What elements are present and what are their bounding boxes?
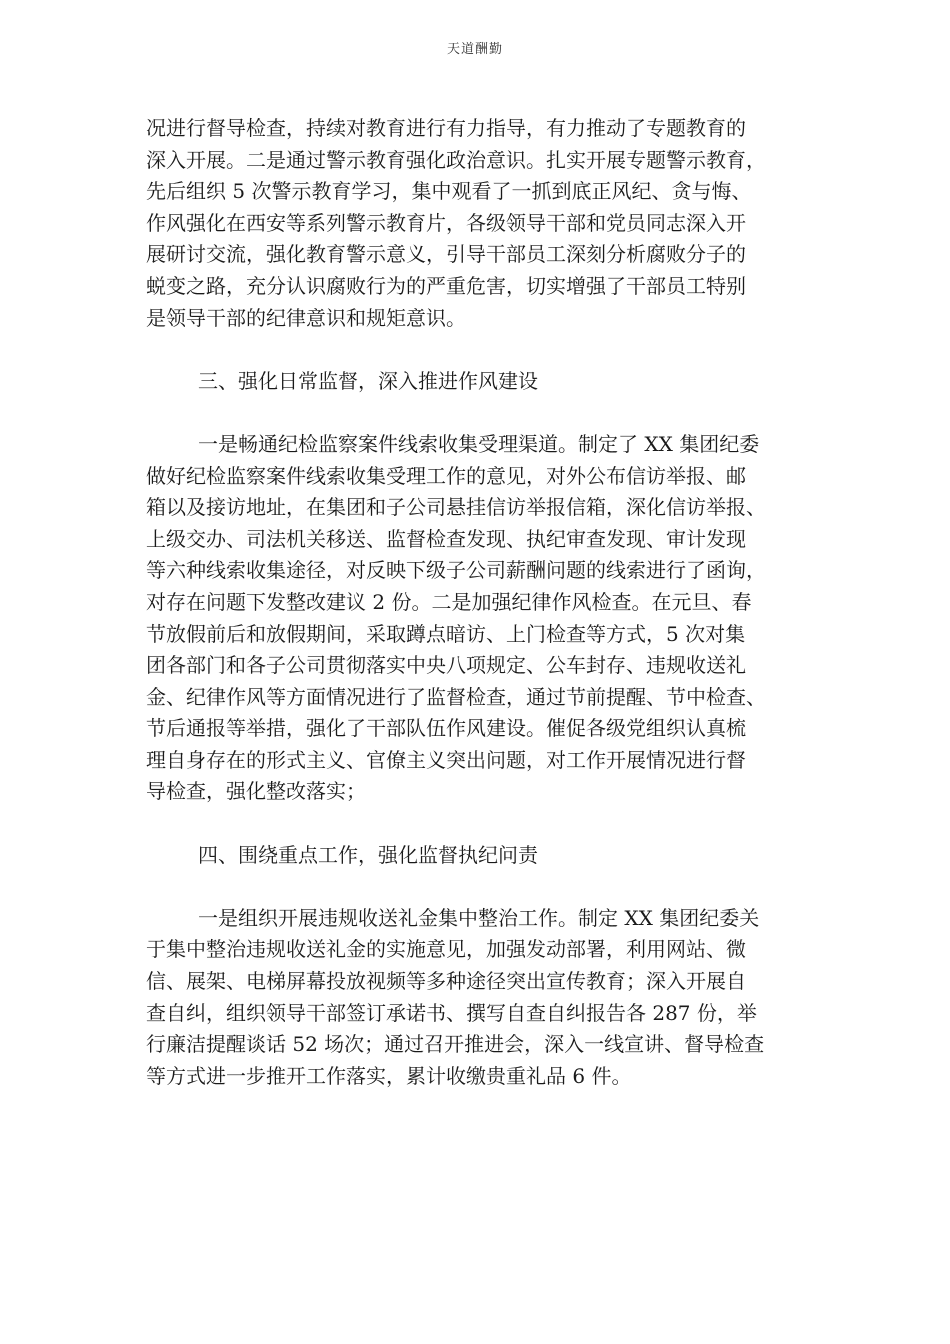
text-line: 先后组织 5 次警示教育学习，集中观看了一抓到底正风纪、贪与悔、 [146,179,752,204]
document-body [146,113,806,1092]
text-line: 上级交办、司法机关移送、监督检查发现、执纪审查发现、审计发现 [146,526,746,551]
text-line: 对存在问题下发整改建议 2 份。二是加强纪律作风检查。在元旦、春 [146,589,752,614]
text-line: 作风强化在西安等系列警示教育片，各级领导干部和党员同志深入开 [146,210,746,235]
section-heading-text: 四、围绕重点工作，强化监督执纪问责 [198,842,538,867]
text-line: 一是畅通纪检监察案件线索收集受理渠道。制定了 XX 集团纪委 [198,431,760,456]
text-line: 查自纠，组织领导干部签订承诺书、撰写自查自纠报告各 287 份，举 [146,1000,757,1025]
text-line: 蜕变之路，充分认识腐败行为的严重危害，切实增强了干部员工特别 [146,273,746,298]
text-line: 等六种线索收集途径，对反映下级子公司薪酬问题的线索进行了函询， [146,558,766,583]
paragraph-1 [146,113,806,334]
text-line: 等方式进一步推开工作落实，累计收缴贵重礼品 6 件。 [146,1063,632,1088]
section-heading-text: 三、强化日常监督，深入推进作风建设 [198,368,538,393]
text-line: 展研讨交流，强化教育警示意义，引导干部员工深刻分析腐败分子的 [146,242,746,267]
section-heading-4 [146,840,806,872]
text-line: 箱以及接访地址，在集团和子公司悬挂信访举报信箱，深化信访举报、 [146,495,766,520]
text-line: 于集中整治违规收送礼金的实施意见，加强发动部署，利用网站、微 [146,937,746,962]
text-line: 团各部门和各子公司贯彻落实中央八项规定、公车封存、违规收送礼 [146,653,746,678]
section-heading-3 [146,366,806,398]
text-line: 理自身存在的形式主义、官僚主义突出问题，对工作开展情况进行督 [146,747,746,772]
text-line: 导检查，强化整改落实； [146,779,366,804]
text-line: 深入开展。二是通过警示教育强化政治意识。扎实开展专题警示教育， [146,147,766,172]
text-line: 金、纪律作风等方面情况进行了监督检查，通过节前提醒、节中检查、 [146,684,766,709]
text-line: 节放假前后和放假期间，采取蹲点暗访、上门检查等方式，5 次对集 [146,621,746,646]
text-line: 是领导干部的纪律意识和规矩意识。 [146,305,466,330]
paragraph-3 [146,903,806,1093]
paragraph-2 [146,429,806,808]
text-line: 节后通报等举措，强化了干部队伍作风建设。催促各级党组织认真梳 [146,716,746,741]
text-line: 信、展架、电梯屏幕投放视频等多种途径突出宣传教育；深入开展自 [146,969,746,994]
page-header: 天道酬勤 [446,42,503,57]
text-line: 行廉洁提醒谈话 52 场次；通过召开推进会，深入一线宣讲、督导检查 [146,1032,765,1057]
text-line: 做好纪检监察案件线索收集受理工作的意见，对外公布信访举报、邮 [146,463,746,488]
text-line: 况进行督导检查，持续对教育进行有力指导，有力推动了专题教育的 [146,116,746,140]
text-line: 一是组织开展违规收送礼金集中整治工作。制定 XX 集团纪委关 [198,905,760,930]
